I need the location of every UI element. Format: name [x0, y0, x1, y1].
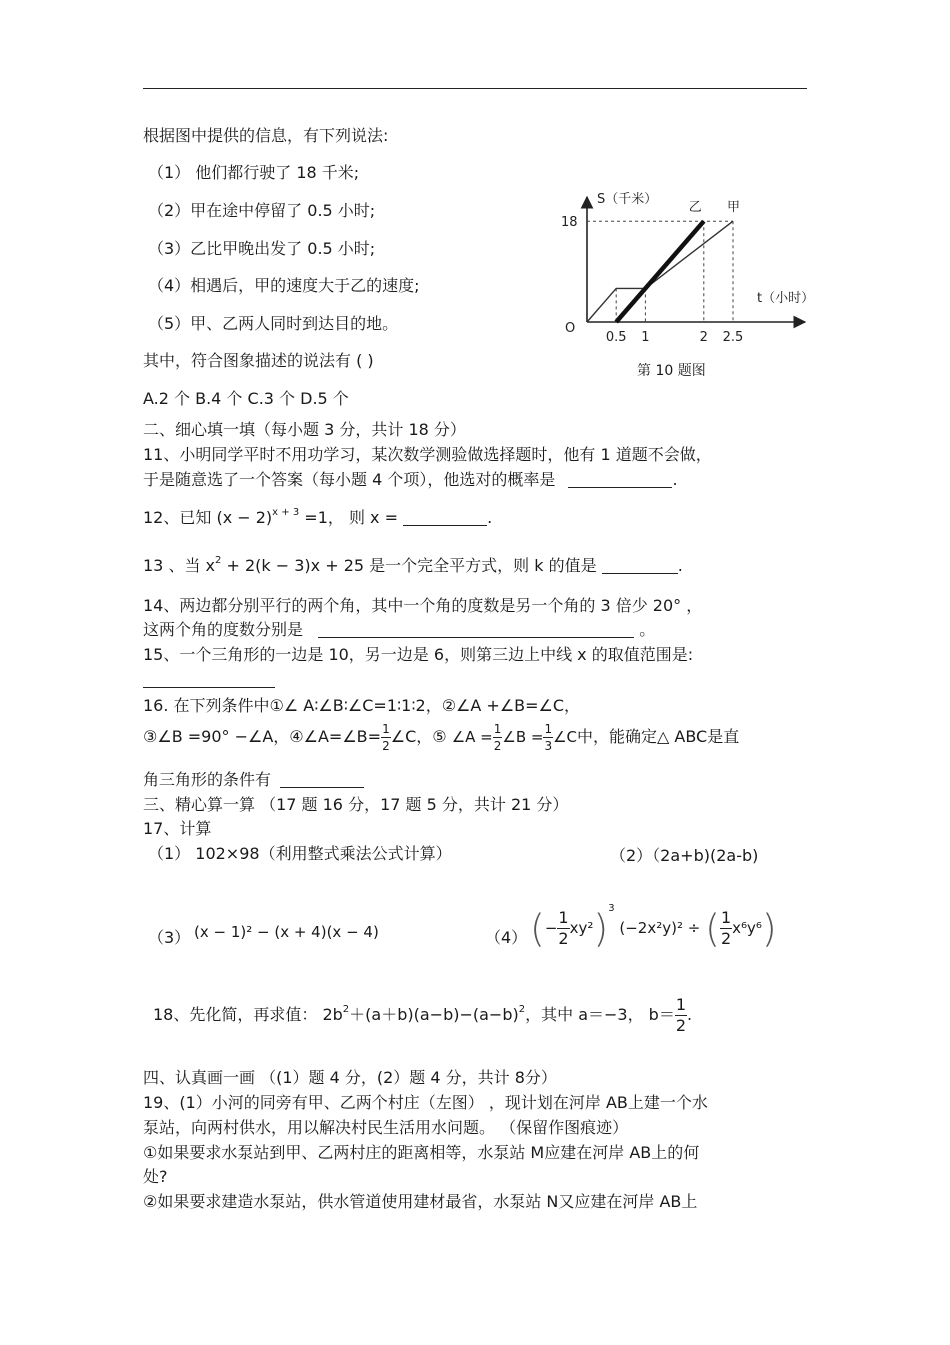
statement-5: （5）甲、乙两人同时到达目的地。 — [148, 314, 399, 333]
figure-caption: 第 10 题图 — [637, 363, 706, 379]
q11-line-2: 于是随意选了一个答案（每小题 4 个项），他选对的概率是 . — [143, 470, 678, 489]
q19-line-4: 处? — [143, 1167, 168, 1186]
q12-line: 12、已知 $(x - 2)^{x + 3} =1$， 则 x = . — [143, 507, 493, 527]
x-tick-label: 0.5 — [605, 330, 627, 345]
series-yi-line — [616, 221, 704, 322]
section-4-title: 四、认真画一画 （(1）题 4 分，(2）题 4 分，共计 8分） — [143, 1068, 557, 1087]
q17-1: （1） 102×98（利用整式乘法公式计算） — [148, 844, 452, 863]
series-jia-label: 甲 — [727, 200, 741, 216]
q11-answer-blank[interactable] — [568, 471, 672, 488]
q17-3-expression: (x − 1)² − (x + 4)(x − 4) — [194, 923, 379, 941]
q14-text: 这两个角的度数分别是 — [143, 620, 304, 639]
header-rule — [143, 88, 807, 89]
section-2-title: 二、细心填一填（每小题 3 分，共计 18 分） — [143, 420, 466, 439]
q10-options: A.2 个 B.4 个 C.3 个 D.5 个 — [143, 389, 349, 408]
q17-4-expression: (− $\frac{1}{2}$ xy²)$^3$ (−2x²y)² ÷ ( $\frac{1}{2}$ x⁶y⁶) — [530, 903, 777, 951]
q19-line-5: ②如果要求建造水泵站，供水管道使用建材最省，水泵站 N又应建在河岸 AB上 — [143, 1192, 698, 1211]
q12-answer-blank[interactable] — [403, 509, 487, 526]
q12-text-b: =1， 则 x = — [299, 508, 399, 527]
y-tick-label: 18 — [561, 215, 578, 231]
q19-line-3: ①如果要求水泵站到甲、乙两村庄的距离相等，水泵站 M应建在河岸 AB上的何 — [143, 1143, 700, 1162]
q14-line-1: 14、两边都分别平行的两个角，其中一个角的度数是另一个角的 3 倍少 20° ， — [143, 596, 703, 615]
x-axis-label: t（小时） — [757, 291, 815, 306]
section-3-title: 三、精心算一算 （17 题 16 分，17 题 5 分，共计 21 分） — [143, 795, 569, 814]
q16-text-b: ∠C，⑤ — [390, 727, 447, 746]
q18-line: 18、先化简，再求值： $2b^2+(a+b)(a-b)-(a-b)^2$，其中 a＝−3， b＝ $\frac{1}{2}$ . — [153, 995, 693, 1035]
q13-answer-blank[interactable] — [602, 557, 678, 574]
q16-frac-b: $\frac{1}{3}$ — [544, 722, 553, 753]
q15-answer-blank[interactable] — [143, 671, 275, 688]
statement-3: （3）乙比甲晚出发了 0.5 小时; — [148, 239, 376, 258]
q16-text-a: ③∠B =90° −∠A，④∠A=∠B= — [143, 727, 382, 746]
q13-exponent: 2 — [215, 555, 222, 566]
q13-line: 13 、当 $x^2 + 2(k - 3)x + 25$ 是一个完全平方式，则 k 的值是 . — [143, 555, 683, 575]
origin-label: O — [565, 321, 576, 336]
q18-fraction: $\frac{1}{2}$ — [675, 995, 687, 1035]
q16-angle-c: ∠C — [553, 728, 578, 746]
q16-angle-b: ∠B = — [502, 728, 544, 746]
x-tick-label: 2.5 — [722, 330, 744, 345]
q12-exponent: x + 3 — [272, 507, 300, 518]
q17-3-label: （3） — [148, 928, 191, 947]
q10-intro: 根据图中提供的信息，有下列说法: — [143, 126, 389, 145]
q16-line-2 — [143, 722, 739, 752]
statement-1: （1） 他们都行驶了 18 千米; — [148, 163, 360, 182]
q11-text: 于是随意选了一个答案（每小题 4 个项），他选对的概率是 — [143, 470, 556, 489]
q19-line-1: 19、(1）小河的同旁有甲、乙两个村庄（左图） ，现计划在河岸 AB上建一个水 — [143, 1093, 708, 1112]
q15-line-2 — [143, 670, 275, 690]
series-yi-label: 乙 — [688, 200, 702, 216]
q16-answer-blank[interactable] — [280, 771, 364, 788]
q16-angle-a: ∠A = — [451, 728, 493, 746]
q17-title: 17、计算 — [143, 819, 212, 838]
x-tick-label: 1 — [641, 330, 650, 345]
distance-time-chart — [555, 185, 825, 345]
q14-line-2 — [143, 620, 655, 640]
q13-text-a: 13 、当 x — [143, 556, 216, 575]
q16-text-c: 角三角形的条件有 — [143, 770, 272, 789]
q16-line-3 — [143, 770, 364, 790]
q16-tail: 中，能确定△ ABC是直 — [577, 727, 740, 746]
q10-question: 其中，符合图象描述的说法有 ( ) — [143, 351, 374, 370]
q12-text-a: 12、已知 (x − 2) — [143, 508, 273, 527]
x-tick-label: 2 — [699, 330, 708, 345]
q14-answer-blank[interactable] — [318, 621, 634, 638]
q13-text-b: + 2(k − 3)x + 25 是一个完全平方式，则 k 的值是 — [221, 556, 597, 575]
series-lines — [587, 221, 733, 322]
q11-line-1: 11、小明同学平时不用功学习，某次数学测验做选择题时，他有 1 道题不会做， — [143, 445, 712, 464]
q15-line-1: 15、一个三角形的一边是 10，另一边是 6，则第三边上中线 x 的取值范围是: — [143, 645, 694, 664]
q16-half-fraction: $\frac{1}{2}$ — [382, 722, 390, 753]
statement-4: （4）相遇后，甲的速度大于乙的速度; — [148, 276, 420, 295]
q14-tail: 。 — [639, 620, 656, 639]
q17-4-label: （4） — [485, 928, 528, 947]
q16-frac-a: $\frac{1}{2}$ — [493, 722, 502, 753]
q17-2: （2）（2a+b)(2a-b) — [610, 846, 759, 865]
y-axis-label: S（千米） — [597, 192, 658, 207]
q19-line-2: 泵站，向两村供水，用以解决村民生活用水问题。 （保留作图痕迹） — [143, 1118, 629, 1137]
statement-2: （2）甲在途中停留了 0.5 小时; — [148, 201, 376, 220]
q16-line-1: 16. 在下列条件中①∠ A∶∠B∶∠C=1∶1∶2，②∠A +∠B=∠C， — [143, 696, 581, 715]
